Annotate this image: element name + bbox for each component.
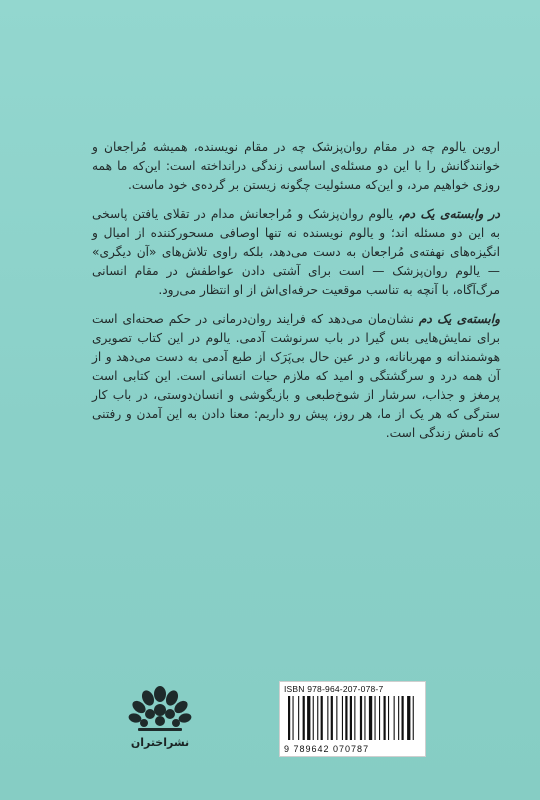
barcode-bar xyxy=(293,696,294,740)
barcode-bar xyxy=(327,696,328,740)
barcode-digits: 9 789642 070787 xyxy=(284,744,370,754)
barcode-bar xyxy=(394,696,395,740)
barcode-bar xyxy=(288,696,290,740)
blurb-paragraph-3 xyxy=(92,310,500,443)
barcode-bar xyxy=(360,696,362,740)
barcode-icon xyxy=(286,696,418,740)
blurb-paragraph-2 xyxy=(92,205,500,300)
publisher-logo-icon xyxy=(128,686,192,732)
barcode-bar xyxy=(345,696,347,740)
barcode-bar xyxy=(313,696,314,740)
barcode-bar xyxy=(407,696,410,740)
barcode-bar xyxy=(369,696,372,740)
barcode-bar xyxy=(364,696,365,740)
barcode-bar xyxy=(303,696,305,740)
barcode-bar xyxy=(307,696,310,740)
paragraph-2-title: در وابسته‌ی یک دم، xyxy=(398,207,500,221)
blurb-paragraph-1 xyxy=(92,138,500,195)
barcode-bar xyxy=(379,696,380,740)
barcode-bar xyxy=(317,696,318,740)
paragraph-2-text: یالوم روان‌پزشک و مُراجعانش مدام در تقلای یافتن پاسخی به این دو مسئله اند؛ و یالوم نویسنده نه تنها اوصافی مسحورکننده از امیال و انگیزه‌های نهفته‌ی مُراجعان به دست می‌دهد، بلکه راوی تلاش‌های «آن دیگری» — یالوم روان‌پزشک — است برای آشتی دادن عواطفش در مقام انسانی مرگ‌آگاه، با آنچه به تناسب موقعیت حرفه‌ای‌اش از او انتظار می‌رود. xyxy=(92,207,500,297)
barcode-bar xyxy=(331,696,333,740)
blurb-text xyxy=(92,138,500,453)
paragraph-3-title: وابسته‌ی یک دم xyxy=(418,312,501,326)
barcode-bar xyxy=(336,696,337,740)
barcode-bar xyxy=(413,696,414,740)
barcode-bar xyxy=(398,696,399,740)
barcode-bar xyxy=(342,696,343,740)
barcode-bar xyxy=(402,696,404,740)
isbn-barcode xyxy=(279,681,426,757)
barcode-bar xyxy=(375,696,376,740)
paragraph-1-text: اروین یالوم چه در مقام روان‌پزشک چه در مقام نویسنده، همیشه مُراجعان و خوانندگانش را با این دو مسئله‌ی اساسی زندگی درانداخته است: این‌که ما همه روزی خواهیم مرد، و این‌که مسئولیت چگونه زیستن بر گرده‌ی خود ماست. xyxy=(92,140,500,192)
barcode-bar xyxy=(384,696,386,740)
barcode-bar xyxy=(350,696,352,740)
barcode-bar xyxy=(354,696,355,740)
barcode-bar xyxy=(388,696,389,740)
isbn-label: ISBN 978-964-207-078-7 xyxy=(284,684,384,694)
barcode-bar xyxy=(298,696,299,740)
paragraph-3-text: نشان‌مان می‌دهد که فرایند روان‌درمانی در حکم صحنه‌ای است برای نمایش‌هایی بس گیرا در باب سرنوشت آدمی. یالوم در این کتاب تصویری هوشمندانه و مهربانانه، و در عین حال بی‌پَرَک از طبع آدمی به دست می‌دهد و از آن همه درد و سرگشتگی و امید که ملازم حیات انسانی است. این کتابی است پرمغز و جذاب، سرشار از شوخ‌طبعی و بازیگوشی و انسان‌دوستی، در باب کار سترگی که هر یک از ما، هر روز، پیش رو داریم: معنا دادن به این آمدن و رفتنی که نامش زندگی است. xyxy=(92,312,500,440)
barcode-bar xyxy=(321,696,323,740)
publisher-name: نشراختران xyxy=(130,736,190,749)
